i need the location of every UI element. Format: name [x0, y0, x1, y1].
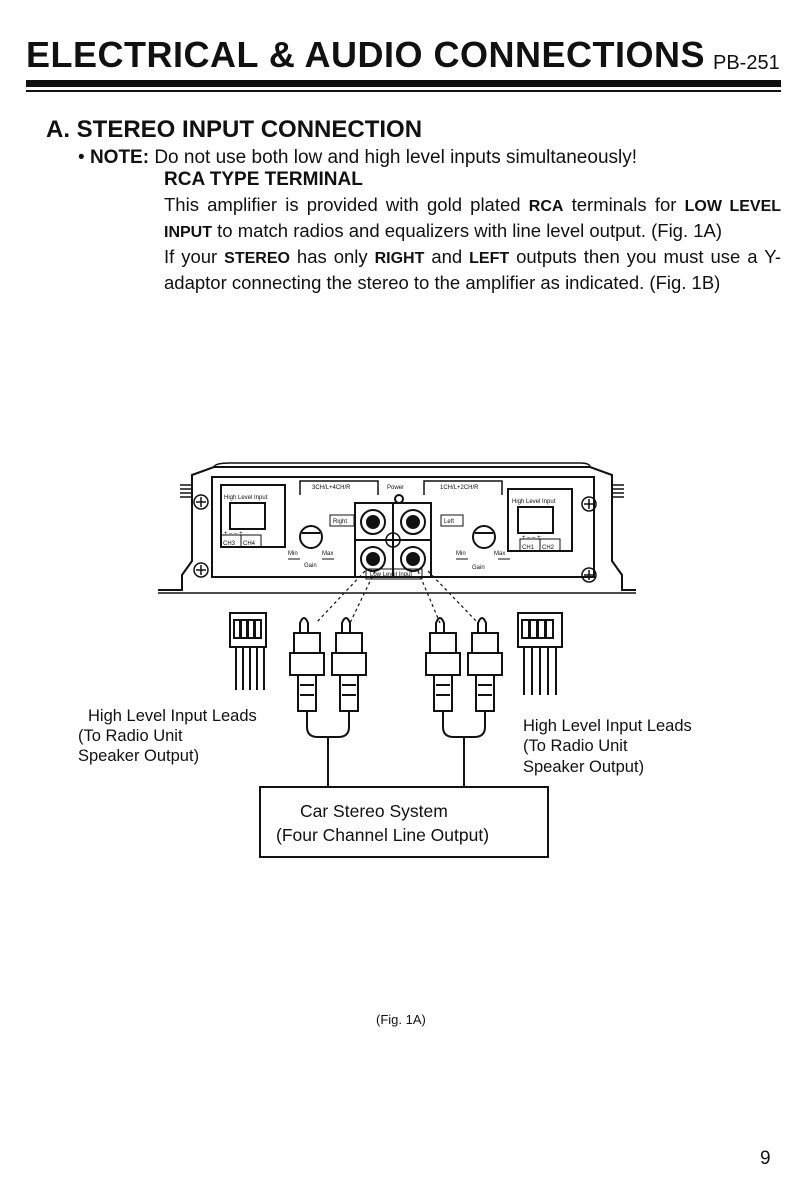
para-emphasis: LEFT	[469, 250, 510, 267]
amp-label-min-left: Min	[288, 551, 298, 557]
right-leads-line-3: Speaker Output)	[523, 758, 645, 776]
amp-label-polarity-left: + – – +	[224, 531, 243, 537]
header-rule-thin	[26, 90, 781, 92]
para-text: If your	[164, 246, 225, 267]
amp-label-high-level-input-left: High Level Input	[224, 495, 268, 501]
amp-label-ch2: CH2	[542, 545, 555, 551]
left-leads-line-3: Speaker Output)	[78, 747, 200, 765]
power-led	[395, 495, 403, 503]
rca-plug-icon	[332, 618, 366, 711]
para-emphasis: RIGHT	[374, 250, 425, 267]
amp-label-low-level-input: Low Level Input	[370, 572, 413, 578]
para-emphasis: RCA	[528, 198, 564, 215]
page-number: 9	[760, 1148, 771, 1169]
body-paragraph	[164, 193, 781, 295]
rca-cable-left	[307, 711, 349, 737]
amp-label-ch1: CH1	[522, 545, 535, 551]
amp-label-min-right: Min	[456, 551, 466, 557]
amp-label-max-right: Max	[494, 551, 506, 557]
model-number: PB-251	[713, 52, 780, 74]
right-leads-line-2: (To Radio Unit	[523, 737, 628, 755]
amp-label-ch34: 3CH/L+4CH/R	[312, 485, 351, 491]
high-level-lead-connector-right	[518, 613, 562, 695]
left-leads-line-1: High Level Input Leads	[88, 707, 257, 725]
amp-label-polarity-right: + – – +	[522, 535, 541, 541]
heatsink-fins-left	[180, 485, 192, 497]
connection-diagram	[0, 455, 808, 875]
heatsink-fins-right	[612, 485, 624, 497]
header-rule	[26, 80, 781, 87]
amp-label-gain-left: Gain	[304, 563, 317, 569]
amp-label-gain-right: Gain	[472, 565, 485, 571]
amp-label-power: Power	[387, 485, 405, 491]
amp-label-ch4: CH4	[243, 541, 256, 547]
amp-label-left: Left	[444, 519, 455, 525]
note	[78, 147, 637, 169]
rca-plug-icon	[468, 618, 502, 711]
gain-knob-right	[473, 526, 495, 548]
para-emphasis: LOW LEVEL INPUT	[164, 198, 782, 241]
para-text: and	[424, 246, 470, 267]
section-title: A. STEREO INPUT CONNECTION	[46, 116, 423, 143]
rca-plug-icon	[426, 618, 460, 711]
rca-subheading: RCA TYPE TERMINAL	[164, 169, 363, 190]
figure-caption: (Fig. 1A)	[376, 1012, 426, 1027]
amp-label-right: Right	[333, 519, 348, 525]
stereo-box-line-1: Car Stereo System	[300, 801, 448, 821]
para-text: to match radios and equalizers with line level output. (Fig. 1A)	[212, 220, 723, 241]
amp-label-high-level-input-right: High Level Input	[512, 499, 556, 505]
rca-plug-icon	[290, 618, 324, 711]
left-leads-line-2: (To Radio Unit	[78, 727, 183, 745]
amp-label-ch12: 1CH/L+2CH/R	[440, 485, 479, 491]
rca-cable-right	[443, 711, 485, 737]
para-text: has only	[289, 246, 375, 267]
para-emphasis: STEREO	[224, 250, 290, 267]
stereo-box-line-2: (Four Channel Line Output)	[276, 825, 490, 845]
gain-knob-left	[300, 526, 322, 548]
note-bullet: •	[78, 147, 85, 168]
para-text: This amplifier is provided with gold plated	[164, 194, 529, 215]
para-text: outputs then you must use a Y-adaptor connecting the stereo to the amplifier as indicated. (Fig. 1B)	[164, 246, 781, 293]
amp-label-max-left: Max	[322, 551, 334, 557]
car-stereo-box	[260, 787, 548, 857]
right-leads-line-1: High Level Input Leads	[523, 717, 692, 735]
para-text: terminals for	[563, 194, 685, 215]
note-label: NOTE:	[89, 147, 150, 168]
page-header-title: ELECTRICAL & AUDIO CONNECTIONS	[26, 34, 706, 75]
amp-label-ch3: CH3	[223, 541, 236, 547]
note-text: Do not use both low and high level inputs simultaneously!	[154, 147, 638, 168]
high-level-lead-connector-left	[230, 613, 266, 690]
